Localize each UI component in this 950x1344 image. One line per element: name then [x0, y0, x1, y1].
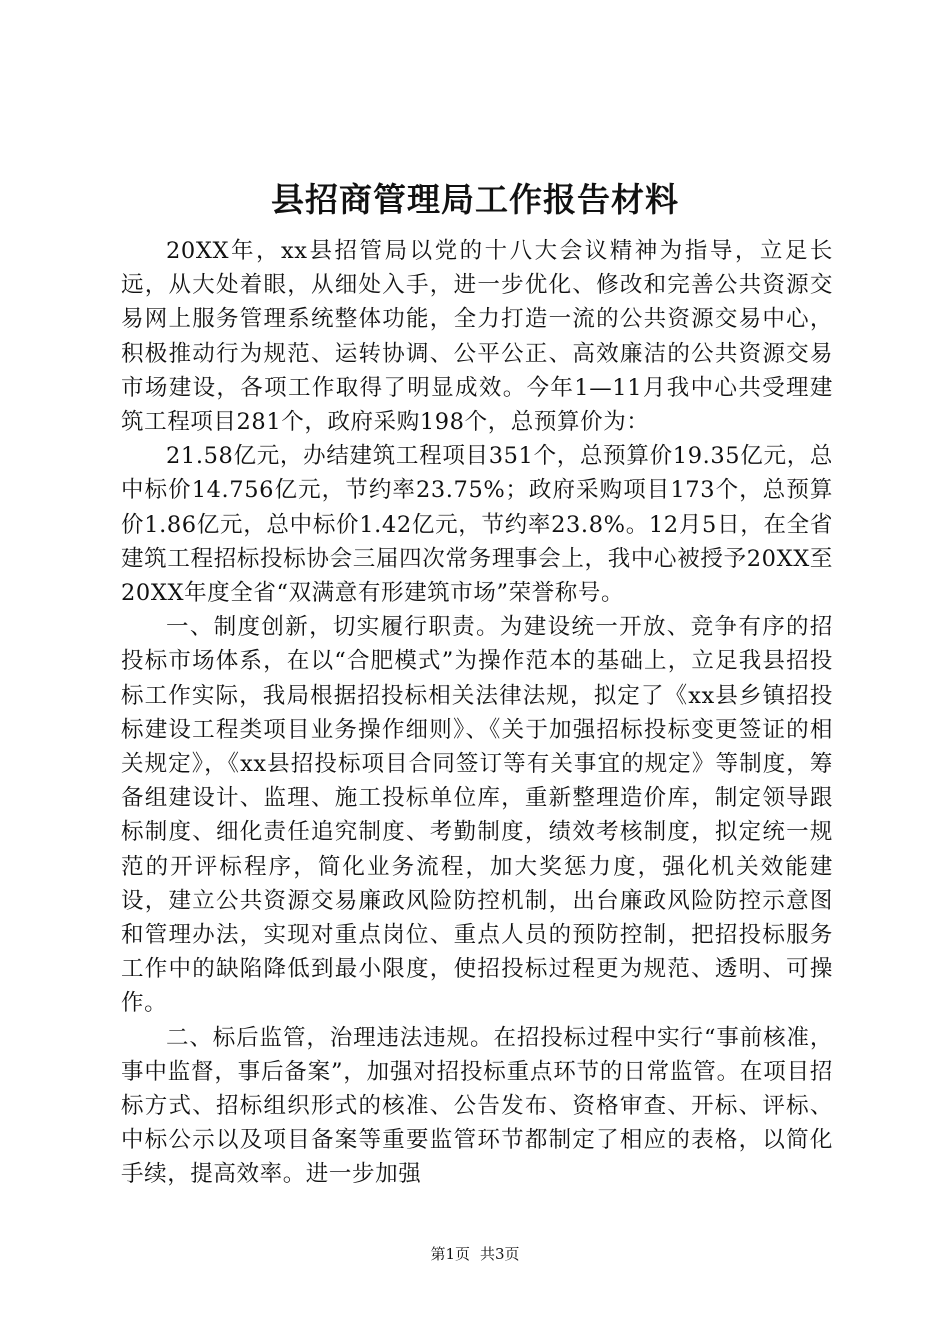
- paragraph-section-one: 一、制度创新，切实履行职责。为建设统一开放、竞争有序的招投标市场体系，在以“合肥模式”为操作范本的基础上，立足我县招投标工作实际，我局根据招投标相关法律法规，拟定了《xx县乡镇招投标建设工程类项目业务操作细则》、《关于加强招标投标变更签证的相关规定》，《xx县招投标项目合同签订等有关事宜的规定》等制度，筹备组建设计、监理、施工投标单位库，重新整理造价库，制定领导跟标制度、细化责任追究制度、考勤制度，绩效考核制度，拟定统一规范的开评标程序，简化业务流程，加大奖惩力度，强化机关效能建设，建立公共资源交易廉政风险防控机制，出台廉政风险防控示意图和管理办法，实现对重点岗位、重点人员的预防控制，把招投标服务工作中的缺陷降低到最小限度，使招投标过程更为规范、透明、可操作。: [121, 614, 833, 1017]
- paragraph-statistics: 21.58亿元，办结建筑工程项目351个，总预算价19.35亿元，总中标价14.756亿元，节约率23.75%；政府采购项目173个，总预算价1.86亿元，总中标价1.42亿元，节约率23.8%。12月5日，在全省建筑工程招标投标协会三届四次常务理事会上，我中心被授予20XX至20XX年度全省“双满意有形建筑市场”荣誉称号。: [121, 443, 833, 607]
- page-footer: [0, 1244, 950, 1264]
- page-total: 共3页: [480, 1245, 520, 1263]
- paragraph-section-two: 二、标后监管，治理违法违规。在招投标过程中实行“事前核准，事中监督，事后备案”，加强对招投标重点环节的日常监管。在项目招标方式、招标组织形式的核准、公告发布、资格审查、开标、评标、中标公示以及项目备案等重要监管环节都制定了相应的表格，以简化手续，提高效率。进一步加强: [121, 1024, 833, 1188]
- paragraph-intro: 20XX年，xx县招管局以党的十八大会议精神为指导，立足长远，从大处着眼，从细处入手，进一步优化、修改和完善公共资源交易网上服务管理系统整体功能，全力打造一流的公共资源交易中心，积极推动行为规范、运转协调、公平公正、高效廉洁的公共资源交易市场建设，各项工作取得了明显成效。今年1—11月我中心共受理建筑工程项目281个，政府采购198个，总预算价为：: [121, 238, 833, 436]
- document-body: [121, 234, 833, 1192]
- page-number: 第1页: [430, 1245, 470, 1263]
- document-title: 县招商管理局工作报告材料: [271, 180, 679, 219]
